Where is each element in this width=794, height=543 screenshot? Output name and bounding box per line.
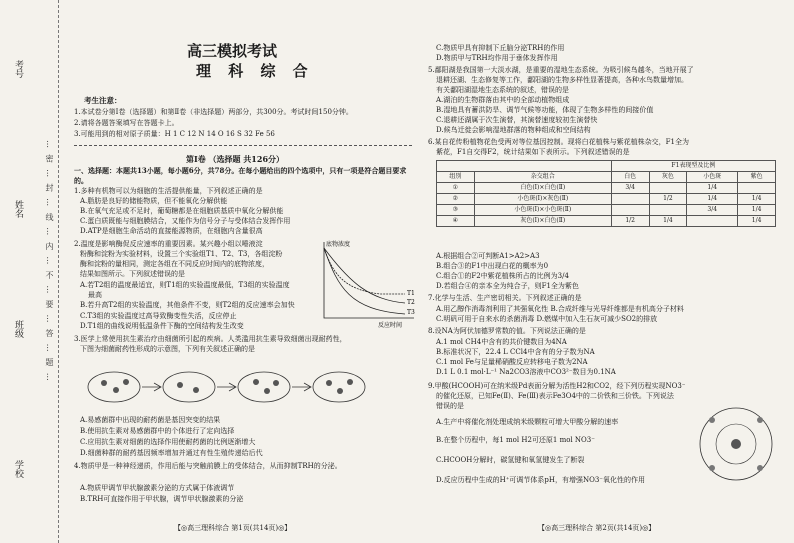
question-line: 粉酶和淀粉为实验材料，设置三个实验组T1、T2、T3，各组淀粉: [80, 250, 283, 258]
question-line: 有关鄱阳湖湿地生态系统的叙述，错误的是: [436, 86, 569, 94]
series-label-t1: T1: [407, 290, 415, 297]
question-line: C.组合①的F2中紫花植株所占的比例为3/4: [436, 272, 569, 280]
question-line: C.物质甲具有抑制下丘脑分泌TRH的作用: [436, 44, 565, 52]
question-line: C.T3组的实验温度过高导致酶变性失活，反应停止: [80, 312, 237, 320]
question-line: B.在整个历程中，每1 mol H2可还原1 mol NO3⁻: [436, 436, 595, 444]
table-row: [437, 194, 776, 205]
question-line: D.反应历程中生成的H⁺可调节体系pH，有增强NO3⁻氧化性的作用: [436, 476, 645, 484]
question-line: C.退耕还湖属于次生演替，其演替速度较初生演替快: [436, 116, 598, 124]
notice-heading: 考生注意：: [84, 96, 122, 105]
question-line: A.脂肪是良好的储能物质，但不能氧化分解供能: [80, 197, 228, 205]
table-row: [437, 216, 776, 227]
notice-item: 1.本试卷分第Ⅰ卷（选择题）和第Ⅱ卷（非选择题）两部分，共300分。考试时间150分钟。: [74, 108, 353, 116]
table-cell: ③: [437, 205, 475, 216]
spine-label-exam-number: 考号: [13, 60, 23, 78]
question-line: 退耕还湖、生态修复等工作，鄱阳湖的生物多样性显著提高，各种水鸟数量增加。: [436, 76, 688, 84]
graph-ylabel: 底物浓度: [326, 241, 351, 248]
question-line: B.TRH可直接作用于甲状腺，调节甲状腺激素的分泌: [80, 495, 244, 503]
question-line: A.根据组合②可判断A1>A2>A3: [436, 252, 540, 260]
table-cell: ②: [437, 194, 475, 205]
table-cell: [611, 205, 649, 216]
table-cell: [687, 216, 738, 227]
question-line: D.细菌种群的耐药基因频率增加并通过有性生殖传递给后代: [80, 449, 263, 457]
substrate-concentration-graph: [310, 238, 420, 330]
table-cell: 1/4: [738, 205, 776, 216]
table-cell: [649, 183, 687, 194]
question-line: 9.甲酸(HCOOH)可在纳米级Pd表面分解为活性H2和CO2，经下列历程实现NO3⁻: [428, 382, 686, 390]
table-row: [437, 205, 776, 216]
question-line: 4.物质甲是一种神经递质，作用后能与突触前膜上的受体结合，从而抑制TRH的分泌。: [74, 462, 342, 470]
table-cell: 1/4: [687, 194, 738, 205]
question-line: B.标准状况下，22.4 L CCl4中含有的分子数为NA: [436, 348, 595, 356]
section-title: 第Ⅰ卷 （选择题 共126分）: [186, 154, 285, 164]
table-cell: 白色(Ⅰ)×白色(Ⅱ): [474, 183, 611, 194]
footer-left: 【◎高三理科综合 第1页(共14页)◎】: [174, 524, 292, 532]
question-line: A.物质甲调节甲状腺激素分泌的方式属于体液调节: [80, 484, 235, 492]
question-line: C.HCOOH分解时，碳氢键和氧氢键发生了断裂: [436, 456, 585, 464]
table-header-cell: 组别: [437, 172, 475, 183]
table-cell: 1/4: [738, 194, 776, 205]
table-cell: [611, 194, 649, 205]
question-line: D.T1组的曲线说明低温条件下酶的空间结构发生改变: [80, 322, 244, 330]
spine-seal-line: … 密 … 封 … 线 … 内 … 不 … 要 … 答 … 题 …: [45, 140, 54, 383]
table-cell: 3/4: [611, 183, 649, 194]
table-cell: 1/2: [611, 216, 649, 227]
table-cell: ④: [437, 216, 475, 227]
table-cell: 3/4: [687, 205, 738, 216]
notice-item: 2.请将各题答案填写在答题卡上。: [74, 119, 179, 127]
question-line: A.易感菌群中出现的耐药菌是基因突变的结果: [80, 416, 221, 424]
table-cell: 1/4: [687, 183, 738, 194]
divider: [74, 145, 412, 146]
question-line: A.湖泊的生物群落由其中的全部动植物组成: [436, 96, 570, 104]
bacteria-diagram: [84, 357, 374, 412]
question-line: D.若组合④的亲本全为纯合子，则F1全为紫色: [436, 282, 579, 290]
question-line: 3.医学上常使用抗生素治疗由细菌所引起的疾病。人类滥用抗生素导致细菌出现耐药性，: [74, 335, 347, 343]
question-line: C.明矾可用于自来水的杀菌消毒 D.燃煤中加入生石灰可减少SO2的排放: [436, 315, 658, 323]
question-line: 8.设NA为阿伏加德罗常数的值。下列说法正确的是: [428, 327, 586, 335]
table-cell: [649, 205, 687, 216]
question-line: C.应用抗生素对细菌的选择作用使耐药菌的比例逐渐增大: [80, 438, 256, 446]
question-line: D.物质甲与TRH均作用于垂体发挥作用: [436, 54, 558, 62]
question-line: A.若T2组的温度最适宜，则T1组的实验温度最低，T3组的实验温度: [80, 281, 290, 289]
table-cell: 小色斑(Ⅰ)×小色斑(Ⅱ): [474, 205, 611, 216]
spine-label-class: 班级: [13, 320, 23, 338]
table-caption-row: [437, 161, 776, 172]
question-line: 最高: [88, 291, 102, 299]
table-header-cell: 小色斑: [687, 172, 738, 183]
table-cell: [437, 161, 612, 172]
question-line: 5.鄱阳湖是我国第一大淡水湖，是重要的湿地生态系统。为吸引候鸟越冬，当地开展了: [428, 66, 694, 74]
table-header-cell: 紫色: [738, 172, 776, 183]
question-line: D.候鸟迁徙会影响湿地群落的物种组成和空间结构: [436, 126, 591, 134]
question-line: 的催化还原，已知Fe(Ⅱ)、Fe(Ⅲ)表示Fe3O4中的二价铁和三价铁。下列说法: [436, 392, 674, 400]
question-line: A.1 mol CH4中含有的共价键数目为4NA: [436, 338, 567, 346]
question-line: B.组合③的F1中出现白花的概率为0: [436, 262, 549, 270]
spine-label-school: 学校: [13, 460, 23, 478]
question-line: B.若升高T2组的实验温度，其他条件不变，则T2组的反应速率会加快: [80, 301, 295, 309]
table-header-cell: 白色: [611, 172, 649, 183]
page-subtitle: 理 科 综 合: [196, 62, 314, 80]
question-line: D.1 L 0.1 mol·L⁻¹ Na2CO3溶液中CO3²⁻数目为0.1NA: [436, 368, 616, 376]
question-line: 结果如图所示。下列叙述错误的是: [80, 270, 185, 278]
table-cell: 灰色(Ⅰ)×白色(Ⅱ): [474, 216, 611, 227]
notice-item: 3.可能用到的相对原子质量：H 1 C 12 N 14 O 16 S 32 Fe 56: [74, 130, 275, 138]
footer-right: 【◎高三理科综合 第2页(共14页)◎】: [538, 524, 656, 532]
table-cell: 1/2: [649, 194, 687, 205]
table-caption: F1表现型及比例: [611, 161, 775, 172]
question-line: C.蛋白质既能与细胞膜结合，又能作为信号分子与受体结合发挥作用: [80, 217, 291, 225]
question-line: A.生产中将催化剂处理成纳米级颗粒可增大甲酸分解的速率: [436, 418, 619, 426]
section-description: 一、选择题：本题共13小题，每小题6分，共78分。在每小题给出的四个选项中，只有一项是符合题目要求的。: [74, 166, 407, 185]
cross-result-table: [436, 160, 776, 227]
table-header-row: [437, 172, 776, 183]
binding-spine: [0, 0, 59, 543]
question-line: 2.温度是影响酶促反应速率的重要因素。某兴趣小组以唾液淀: [74, 240, 263, 248]
table-cell: 小色斑(Ⅰ)×灰色(Ⅱ): [474, 194, 611, 205]
table-header-cell: 杂交组合: [474, 172, 611, 183]
question-line: C.1 mol Fe与足量稀硝酸反应转移电子数为2NA: [436, 358, 588, 366]
table-cell: [738, 183, 776, 194]
question-line: B.使用抗生素对易感菌群中的个体进行了定向选择: [80, 427, 235, 435]
question-line: D.ATP是细胞生命活动的直接能源物质，在细胞内含量很高: [80, 227, 263, 235]
question-line: B.湿地具有蓄洪防旱、调节气候等功能，体现了生物多样性的间接价值: [436, 106, 654, 114]
table-row: [437, 183, 776, 194]
question-line: 1.多种有机物可以为细胞的生活提供能量，下列叙述正确的是: [74, 187, 263, 195]
question-line: 7.化学与生活、生产密切相关。下列叙述正确的是: [428, 294, 582, 302]
question-line: 6.某自花传粉植物花色受两对等位基因控制。现将白花植株与紫花植株杂交，F1全为: [428, 138, 689, 146]
question-line: 酶和淀粉的量相同，测定各组在不同反应时间内的底物浓度，: [80, 260, 269, 268]
series-label-t3: T3: [407, 309, 415, 316]
spine-label-name: 姓名: [13, 200, 23, 218]
question-line: 下图为细菌耐药性形成的示意图，下列有关叙述正确的是: [80, 345, 255, 353]
table-cell: 1/4: [738, 216, 776, 227]
question-line: A.用乙醇作消毒剂利用了其强氧化性 B.合成纤维与光导纤维都是有机高分子材料: [436, 305, 684, 313]
table-cell: 1/4: [649, 216, 687, 227]
catalytic-cycle-diagram: [690, 398, 782, 490]
page-title: 高三模拟考试: [187, 42, 278, 60]
table-header-cell: 灰色: [649, 172, 687, 183]
series-label-t2: T2: [407, 299, 415, 306]
question-line: 错误的是: [436, 402, 464, 410]
question-line: 紫花，F1自交得F2，统计结果如下表所示。下列叙述错误的是: [436, 148, 630, 156]
question-line: B.在氧气充足或不足时，葡萄糖都是在细胞质基质中氧化分解供能: [80, 207, 284, 215]
graph-xlabel: 反应时间: [378, 322, 403, 329]
table-cell: ①: [437, 183, 475, 194]
